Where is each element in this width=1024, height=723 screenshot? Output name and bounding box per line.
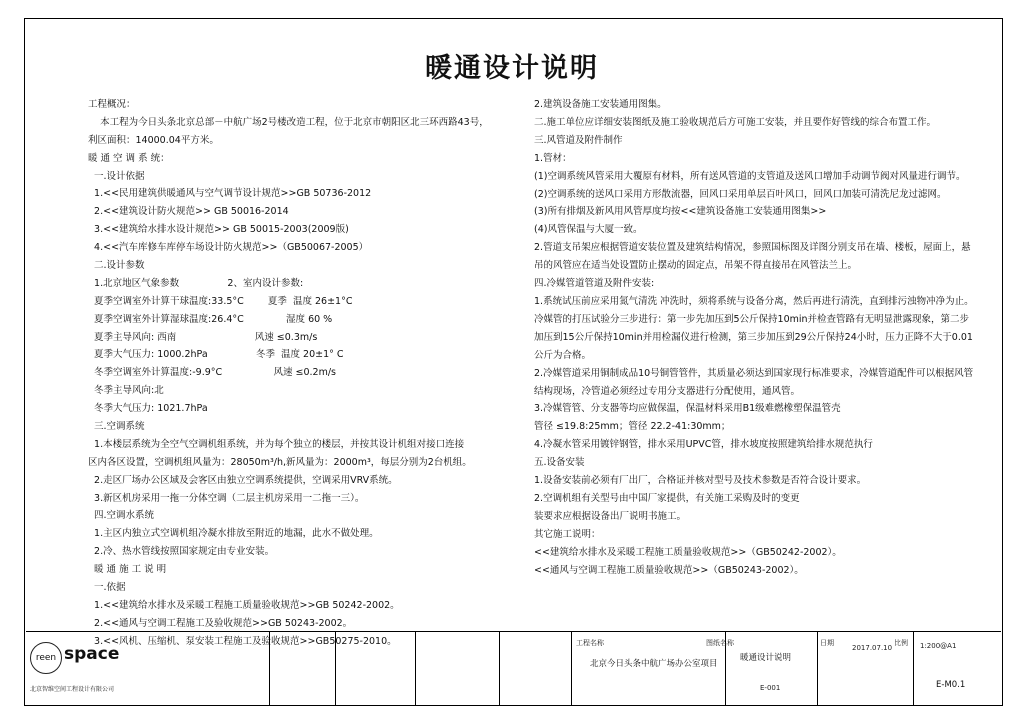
company-name: 北京智维空间工程设计有限公司 — [30, 686, 115, 693]
text-line: (3)所有排烟及新风用风管厚度均按<<建筑设备施工安装通用图集>> — [534, 206, 827, 218]
text-line: 其它施工说明： — [534, 528, 601, 540]
document-title: 暖通设计说明 — [425, 53, 599, 84]
text-line: 3.冷媒管管、分支器等均应做保温，保温材料采用B1级难燃橡塑保温管壳 — [534, 403, 841, 415]
sheet-number: E-M0.1 — [936, 680, 966, 690]
logo-circle: reen — [30, 642, 62, 674]
tb-notes-cell — [270, 632, 336, 705]
text-line: 3.<<建筑给水排水设计规范>> GB 50015-2003(2009版) — [88, 224, 349, 236]
tb-notes-cell-3 — [416, 632, 500, 705]
text-line: 三.风管道及附件制作 — [534, 134, 623, 146]
text-line: 夏季主导风向: 西南 风速 ≤0.3m/s — [88, 331, 318, 343]
text-line: 2.建筑设备施工安装通用图集。 — [534, 99, 667, 110]
text-line: 3.<<风机、压缩机、泵安装工程施工及验收规范>>GB50275-2010。 — [88, 635, 397, 647]
text-line: <<通风与空调工程施工质量验收规范>>（GB50243-2002）。 — [534, 564, 804, 576]
left-column — [88, 96, 518, 651]
text-line: 1.管材： — [534, 152, 572, 164]
text-line: 三.空调系统 — [88, 421, 145, 433]
scale-value: 1:200@A1 — [920, 642, 957, 650]
text-line: 冬季空调室外计算温度:-9.9°C 风速 ≤0.2m/s — [88, 367, 336, 379]
text-line: 2.管道支吊架应根据管道安装位置及建筑结构情况，参照国标图及详图分别支吊在墙、楼板，屋面上，悬吊的风管应在适当处设置防止摆动的固定点，吊架不得直接吊在风管法兰上。 — [534, 242, 971, 272]
text-line: 四.冷媒管道管道及附件安装: — [534, 278, 655, 290]
text-line: 夏季空调室外计算湿球温度:26.4°C 湿度 60 % — [88, 313, 333, 325]
text-line: 1.<<建筑给水排水及采暖工程施工质量验收规范>>GB 50242-2002。 — [88, 599, 400, 611]
project-label: 工程名称 — [576, 639, 604, 647]
date-label: 日期 — [820, 639, 834, 647]
logo-wordmark: space — [64, 644, 120, 664]
text-line: 五.设备安装 — [534, 457, 585, 469]
text-line: 1.主区内独立式空调机组冷凝水排放至附近的地漏，此水不做处理。 — [88, 528, 379, 540]
text-line: 2.空调机组有关型号由中国厂家提供，有关施工采购及时的变更 — [534, 492, 800, 504]
text-line: (1)空调系统风管采用大覆原有材料，所有送风管道的支管道及送风口增加手动调节阀对风量进行调节。 — [534, 170, 966, 182]
text-line: 装要求应根据设备出厂说明书施工。 — [534, 510, 687, 522]
tb-notes-cell-4 — [500, 632, 572, 705]
tb-drawing-cell — [726, 632, 818, 705]
text-line: 利区面积：14000.04平方米。 — [88, 134, 219, 146]
text-line: 暖 通 施 工 说 明 — [88, 564, 167, 576]
text-line: 夏季空调室外计算干球温度:33.5°C 夏季 温度 26±1°C — [88, 295, 353, 307]
drawing-name: 暖通设计说明 — [740, 653, 792, 663]
company-logo — [30, 640, 130, 676]
text-line: 1.<<民用建筑供暖通风与空气调节设计规范>>GB 50736-2012 — [88, 188, 372, 200]
project-name: 北京今日头条中航广场办公室项目 — [590, 659, 718, 669]
text-line: 2.<<通风与空调工程施工及验收规范>>GB 50243-2002。 — [88, 617, 353, 629]
text-line: 工程概况： — [88, 99, 136, 110]
text-line: 4.冷凝水管采用镀锌钢管，排水采用UPVC管，排水坡度按照建筑给排水规范执行 — [534, 439, 873, 451]
text-line: 3.新区机房采用一拖一分体空调（二层主机房采用一二拖一三）。 — [88, 492, 365, 504]
text-line: 一.设计依据 — [88, 170, 145, 182]
text-line: 一.依据 — [88, 582, 126, 594]
text-line: <<建筑给水排水及采暖工程施工质量验收规范>>（GB50242-2002）。 — [534, 546, 842, 558]
text-line: 二.设计参数 — [88, 260, 145, 272]
text-line: 2.<<建筑设计防火规范>> GB 50016-2014 — [88, 206, 289, 218]
tb-notes-cell-2 — [336, 632, 416, 705]
text-line: (4)风管保温与大厦一致。 — [534, 224, 643, 236]
title-block — [26, 631, 1001, 704]
drawing-label: 图纸名称 — [706, 639, 734, 647]
text-line: 本工程为今日头条北京总部－中航广场2号楼改造工程，位于北京市朝阳区北三环西路43号， — [88, 116, 489, 128]
text-line: 二.施工单位应详细安装图纸及施工验收规范后方可施工安装，并且要作好管线的综合布置工作。 — [534, 116, 937, 128]
text-line: 冬季主导风向:北 — [88, 385, 164, 397]
text-line: 区内各区设置，空调机组风量为：28050m³/h,新风量为：2000m³，每层分别为2台机组。 — [88, 456, 472, 468]
text-line: 冬季大气压力: 1021.7hPa — [88, 403, 208, 415]
text-line: 管径 ≤19.8:25mm；管径 22.2-41:30mm； — [534, 421, 731, 433]
date-value: 2017.07.10 — [852, 644, 893, 652]
text-line: 4.<<汽车库修车库停车场设计防火规范>>（GB50067-2005） — [88, 242, 369, 254]
text-line: 夏季大气压力: 1000.2hPa 冬季 温度 20±1° C — [88, 349, 344, 361]
text-line: 1.设备安装前必须有厂出厂，合格证并核对型号及技术参数是否符合设计要求。 — [534, 475, 867, 487]
text-line: 四.空调水系统 — [88, 510, 155, 522]
right-column — [534, 96, 974, 579]
text-line: 1.北京地区气象参数 2、室内设计参数: — [88, 277, 304, 289]
text-line: 1.本楼层系统为全空气空调机组系统，并为每个独立的楼层，并按其设计机组对接口连接 — [88, 438, 465, 450]
text-line: 暖 通 空 调 系 统： — [88, 152, 170, 164]
text-line: 2.冷、热水管线按照国家规定由专业安装。 — [88, 546, 275, 558]
text-line: 2.冷媒管道采用铜制成品10号铜管管件，其质量必须达到国家现行标准要求，冷媒管道配件可以根据风管结构现场，冷管道必须经过专用分支器进行分配使用，通风管。 — [534, 367, 974, 397]
text-line: (2)空调系统的送风口采用方形散流器，回风口采用单层百叶风口，回风口加装可清洗尼龙过滤网。 — [534, 188, 947, 200]
text-line: 2.走区厂场办公区域及会客区由独立空调系统提供，空调采用VRV系统。 — [88, 474, 398, 486]
text-line: 1.系统试压前应采用氮气清洗 冲洗时，须将系统与设备分离，然后再进行清洗，直到排污浊物冲净为止。冷媒管的打压试验分三步进行：第一步先加压到5公斤保持10min并检查管路有无明显泄露现象，第二步加压到15公斤保持10min并用检漏仪进行检测，第三步加压到29公斤保持24小时，压力正降不大于0.01公斤为合格。 — [534, 295, 974, 361]
drawing-number: E-001 — [760, 684, 781, 692]
scale-label: 比例 — [894, 639, 908, 647]
